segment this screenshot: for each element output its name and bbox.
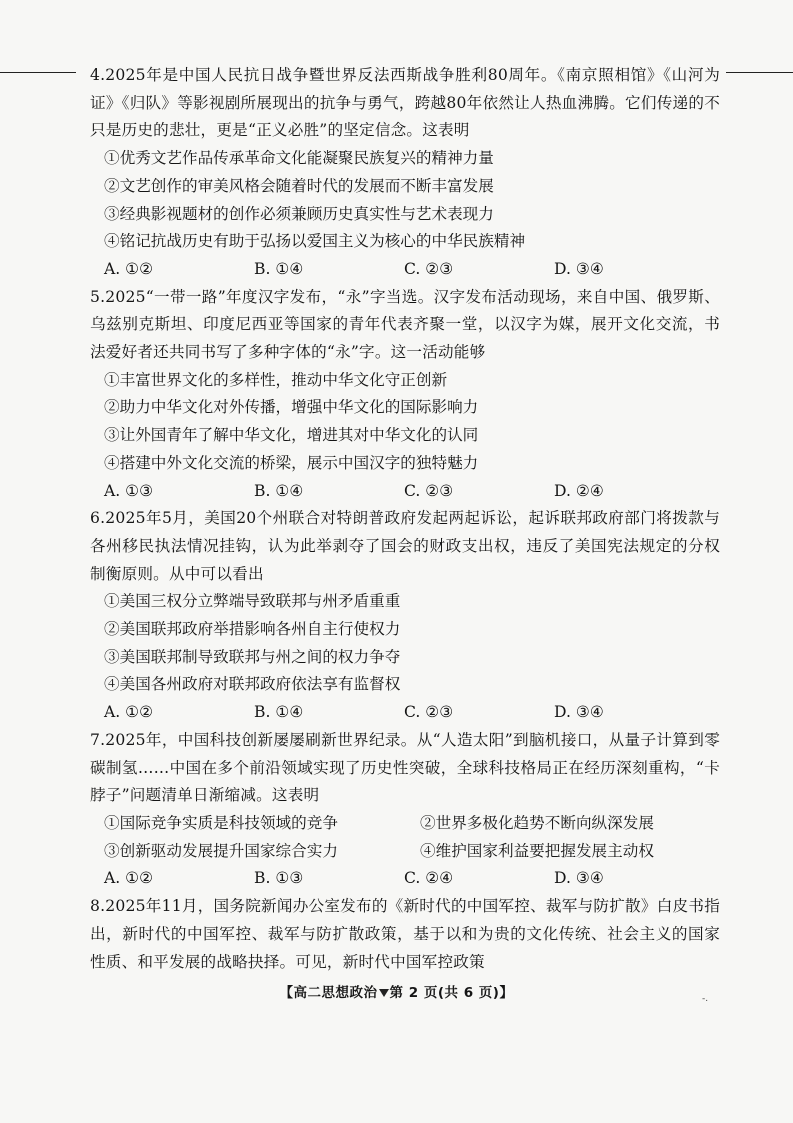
answer-choices: [90, 699, 720, 727]
answer-choices: [90, 865, 720, 893]
statement-option: ④搭建中外文化交流的桥梁，展示中国汉字的独特魅力: [104, 453, 479, 472]
choice-d: D. ②④: [554, 481, 604, 500]
question-stem: 7.2025年，中国科技创新屡屡刷新世界纪录。从“人造太阳”到脑机接口，从量子计算到零碳制氢……中国在多个前沿领域实现了历史性突破，全球科技格局正在经历深刻重构，“卡脖子”问题清单日渐缩减。这表明: [90, 730, 720, 805]
question-stem: 4.2025年是中国人民抗日战争暨世界反法西斯战争胜利80周年。《南京照相馆》《山河为证》《归队》等影视剧所展现出的抗争与勇气，跨越80年依然让人热血沸腾。它们传递的不只是历史的悲壮，更是“正义必胜”的坚定信念。这表明: [90, 66, 720, 140]
statement-option: ①优秀文艺作品传承革命文化能凝聚民族复兴的精神力量: [104, 149, 494, 168]
triangle-down-icon: [379, 989, 389, 997]
answer-choices: [90, 478, 720, 506]
footer-subject: 【高二思想政治: [279, 985, 378, 1001]
question-4: [90, 62, 720, 284]
statement-option: ②助力中华文化对外传播，增强中华文化的国际影响力: [104, 398, 479, 417]
statement-option: ②美国联邦政府举措影响各州自主行使权力: [104, 620, 401, 639]
footer-page-number: 第 2 页(共 6 页)】: [389, 985, 514, 1001]
statement-option: ③让外国青年了解中华文化，增进其对中华文化的认同: [104, 426, 479, 445]
choice-b: B. ①④: [254, 259, 304, 278]
answer-choices: [90, 256, 720, 284]
statement-options-grid: [90, 810, 720, 865]
choice-c: C. ②③: [404, 703, 454, 722]
exam-page-content: [90, 62, 720, 976]
question-stem: 8.2025年11月，国务院新闻办公室发布的《新时代的中国军控、裁军与防扩散》白皮书指出，新时代的中国军控、裁军与防扩散政策，基于以和为贵的文化传统、社会主义的国家性质、和平发展的战略抉择。可见，新时代中国军控政策: [90, 897, 720, 971]
choice-a: A. ①②: [104, 259, 154, 278]
choice-d: D. ③④: [554, 259, 604, 278]
choice-c: C. ②③: [404, 481, 454, 500]
statement-option: ②文艺创作的审美风格会随着时代的发展而不断丰富发展: [104, 176, 494, 195]
statement-option: ④铭记抗战历史有助于弘扬以爱国主义为核心的中华民族精神: [104, 232, 526, 251]
choice-b: B. ①③: [254, 869, 304, 888]
choice-a: A. ①③: [104, 481, 154, 500]
choice-a: A. ①②: [104, 869, 154, 888]
choice-d: D. ③④: [554, 869, 604, 888]
page-footer: [0, 981, 793, 1001]
statement-option: ①国际竞争实质是科技领域的竞争: [104, 813, 338, 832]
choice-c: C. ②④: [404, 869, 454, 888]
header-rule-right: [726, 72, 793, 73]
statement-option: ④美国各州政府对联邦政府依法享有监督权: [104, 675, 401, 694]
choice-b: B. ①④: [254, 481, 304, 500]
statement-option: ④维护国家利益要把握发展主动权: [420, 841, 654, 860]
statement-option: ①丰富世界文化的多样性，推动中华文化守正创新: [104, 370, 448, 389]
statement-option: ①美国三权分立弊端导致联邦与州矛盾重重: [104, 592, 401, 611]
choice-d: D. ③④: [554, 703, 604, 722]
question-stem: 5.2025“一带一路”年度汉字发布，“永”字当选。汉字发布活动现场，来自中国、俄罗斯、乌兹别克斯坦、印度尼西亚等国家的青年代表齐聚一堂，以汉字为媒，展开文化交流，书法爱好者还共同书写了多种字体的“永”字。这一活动能够: [90, 287, 720, 362]
question-7: [90, 727, 720, 893]
statement-option: ③美国联邦制导致联邦与州之间的权力争夺: [104, 647, 401, 666]
statement-option: ③经典影视题材的创作必须兼顾历史真实性与艺术表现力: [104, 204, 494, 223]
footer-mark: -.: [702, 994, 709, 1004]
statement-option: ②世界多极化趋势不断向纵深发展: [420, 813, 654, 832]
question-5: [90, 284, 720, 506]
question-stem: 6.2025年5月，美国20个州联合对特朗普政府发起两起诉讼，起诉联邦政府部门将拨款与各州移民执法情况挂钩，认为此举剥夺了国会的财政支出权，违反了美国宪法规定的分权制衡原则。从中可以看出: [90, 509, 720, 583]
header-rule-left: [0, 72, 76, 73]
choice-c: C. ②③: [404, 259, 454, 278]
statement-option: ③创新驱动发展提升国家综合实力: [104, 841, 338, 860]
question-6: [90, 505, 720, 727]
choice-b: B. ①④: [254, 703, 304, 722]
question-8: [90, 893, 720, 976]
choice-a: A. ①②: [104, 703, 154, 722]
